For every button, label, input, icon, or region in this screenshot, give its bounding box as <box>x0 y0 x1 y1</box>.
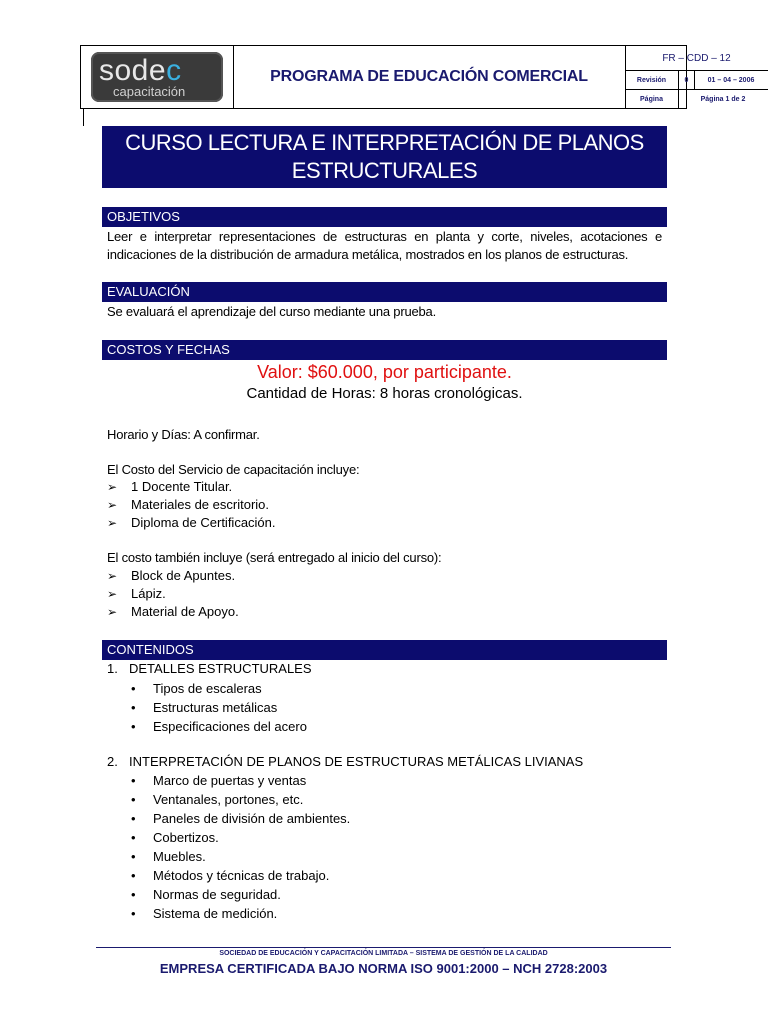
revision-row <box>625 71 768 90</box>
contenidos-section2-title: 2. INTERPRETACIÓN DE PLANOS DE ESTRUCTURAS METÁLICAS LIVIANAS <box>107 754 584 769</box>
section-heading-objetivos: OBJETIVOS <box>102 207 667 227</box>
list-item: • Tipos de escaleras <box>131 681 262 696</box>
revision-date: 01 – 04 – 2006 <box>707 76 755 84</box>
section1-list <box>107 679 307 736</box>
schedule-text: Horario y Días: A confirmar. <box>107 427 260 442</box>
logo-main-text: sode <box>99 54 167 87</box>
hours-text: Cantidad de Horas: 8 horas cronológicas. <box>246 385 523 402</box>
logo-subtitle: capacitación <box>113 84 186 99</box>
sodec-logo <box>91 52 223 102</box>
bullet-icon: • <box>131 792 136 807</box>
program-title: PROGRAMA DE EDUCACIÓN COMERCIAL <box>270 68 588 85</box>
arrow-bullet-icon: ➢ <box>107 516 118 530</box>
includes-intro: El Costo del Servicio de capacitación incluye: <box>107 462 360 477</box>
list-item: • Métodos y técnicas de trabajo. <box>131 868 330 883</box>
document-code: FR – CDD – 12 <box>625 46 768 71</box>
list-item: • Cobertizos. <box>131 830 219 845</box>
list-item: • Marco de puertas y ventas <box>131 773 307 788</box>
list-item: ➢ Materiales de escritorio. <box>107 497 269 512</box>
document-meta <box>625 46 755 108</box>
evaluacion-text: Se evaluará el aprendizaje del curso mediante una prueba. <box>107 304 436 319</box>
list-item: • Especificaciones del acero <box>131 719 307 734</box>
bullet-icon: • <box>131 681 136 696</box>
arrow-bullet-icon: ➢ <box>107 498 118 512</box>
page-label: Página <box>625 90 679 108</box>
price-text: Valor: $60.000, por participante. <box>257 362 512 382</box>
arrow-bullet-icon: ➢ <box>107 480 118 494</box>
list-item: ➢ Material de Apoyo. <box>107 604 239 619</box>
logo-wordmark <box>99 54 182 88</box>
list-item: • Normas de seguridad. <box>131 887 281 902</box>
arrow-bullet-icon: ➢ <box>107 605 118 619</box>
also-list <box>107 567 239 621</box>
list-item: • Estructuras metálicas <box>131 700 278 715</box>
bullet-icon: • <box>131 830 136 845</box>
revision-value: 0 <box>679 71 695 89</box>
header-rule <box>83 108 84 126</box>
logo-cell <box>81 46 234 108</box>
course-title-line2: ESTRUCTURALES <box>291 158 478 183</box>
list-item: • Muebles. <box>131 849 206 864</box>
arrow-bullet-icon: ➢ <box>107 587 118 601</box>
bullet-icon: • <box>131 868 136 883</box>
includes-list <box>107 478 276 532</box>
page-value: Página 1 de 2 <box>700 95 746 103</box>
section2-list <box>107 771 350 923</box>
course-title <box>102 126 667 188</box>
bullet-icon: • <box>131 887 136 902</box>
page-row <box>625 90 768 108</box>
footer-company: SOCIEDAD DE EDUCACIÓN Y CAPACITACIÓN LIMITADA – SISTEMA DE GESTIÓN DE LA CALIDAD <box>219 950 548 957</box>
also-intro: El costo también incluye (será entregado al inicio del curso): <box>107 550 442 565</box>
objetivos-text: Leer e interpretar representaciones de estructuras en planta y corte, niveles, acotaciones e indicaciones de la distribución de armadura metálica, mostrados en los planos de estructuras. <box>107 229 662 262</box>
footer-certification: EMPRESA CERTIFICADA BAJO NORMA ISO 9001:2000 – NCH 2728:2003 <box>159 961 608 976</box>
bullet-icon: • <box>131 811 136 826</box>
list-item: ➢ Diploma de Certificación. <box>107 515 276 530</box>
section-heading-evaluacion: EVALUACIÓN <box>102 282 667 302</box>
list-item: ➢ Lápiz. <box>107 586 166 601</box>
document-header <box>80 45 755 109</box>
list-item: • Sistema de medición. <box>131 906 278 921</box>
logo-accent-text: c <box>166 54 182 87</box>
bullet-icon: • <box>131 719 136 734</box>
program-cell <box>233 46 626 108</box>
section-heading-contenidos: CONTENIDOS <box>102 640 667 660</box>
list-item: ➢ 1 Docente Titular. <box>107 479 233 494</box>
list-item: ➢ Block de Apuntes. <box>107 568 236 583</box>
course-title-line1: CURSO LECTURA E INTERPRETACIÓN DE PLANOS <box>125 130 644 155</box>
footer-rule <box>96 947 671 948</box>
arrow-bullet-icon: ➢ <box>107 569 118 583</box>
bullet-icon: • <box>131 849 136 864</box>
list-item: • Paneles de división de ambientes. <box>131 811 351 826</box>
bullet-icon: • <box>131 906 136 921</box>
bullet-icon: • <box>131 700 136 715</box>
contenidos-section1-title: 1. DETALLES ESTRUCTURALES <box>107 661 312 676</box>
revision-label: Revisión <box>625 71 679 89</box>
section-heading-costos: COSTOS Y FECHAS <box>102 340 667 360</box>
list-item: • Ventanales, portones, etc. <box>131 792 304 807</box>
bullet-icon: • <box>131 773 136 788</box>
